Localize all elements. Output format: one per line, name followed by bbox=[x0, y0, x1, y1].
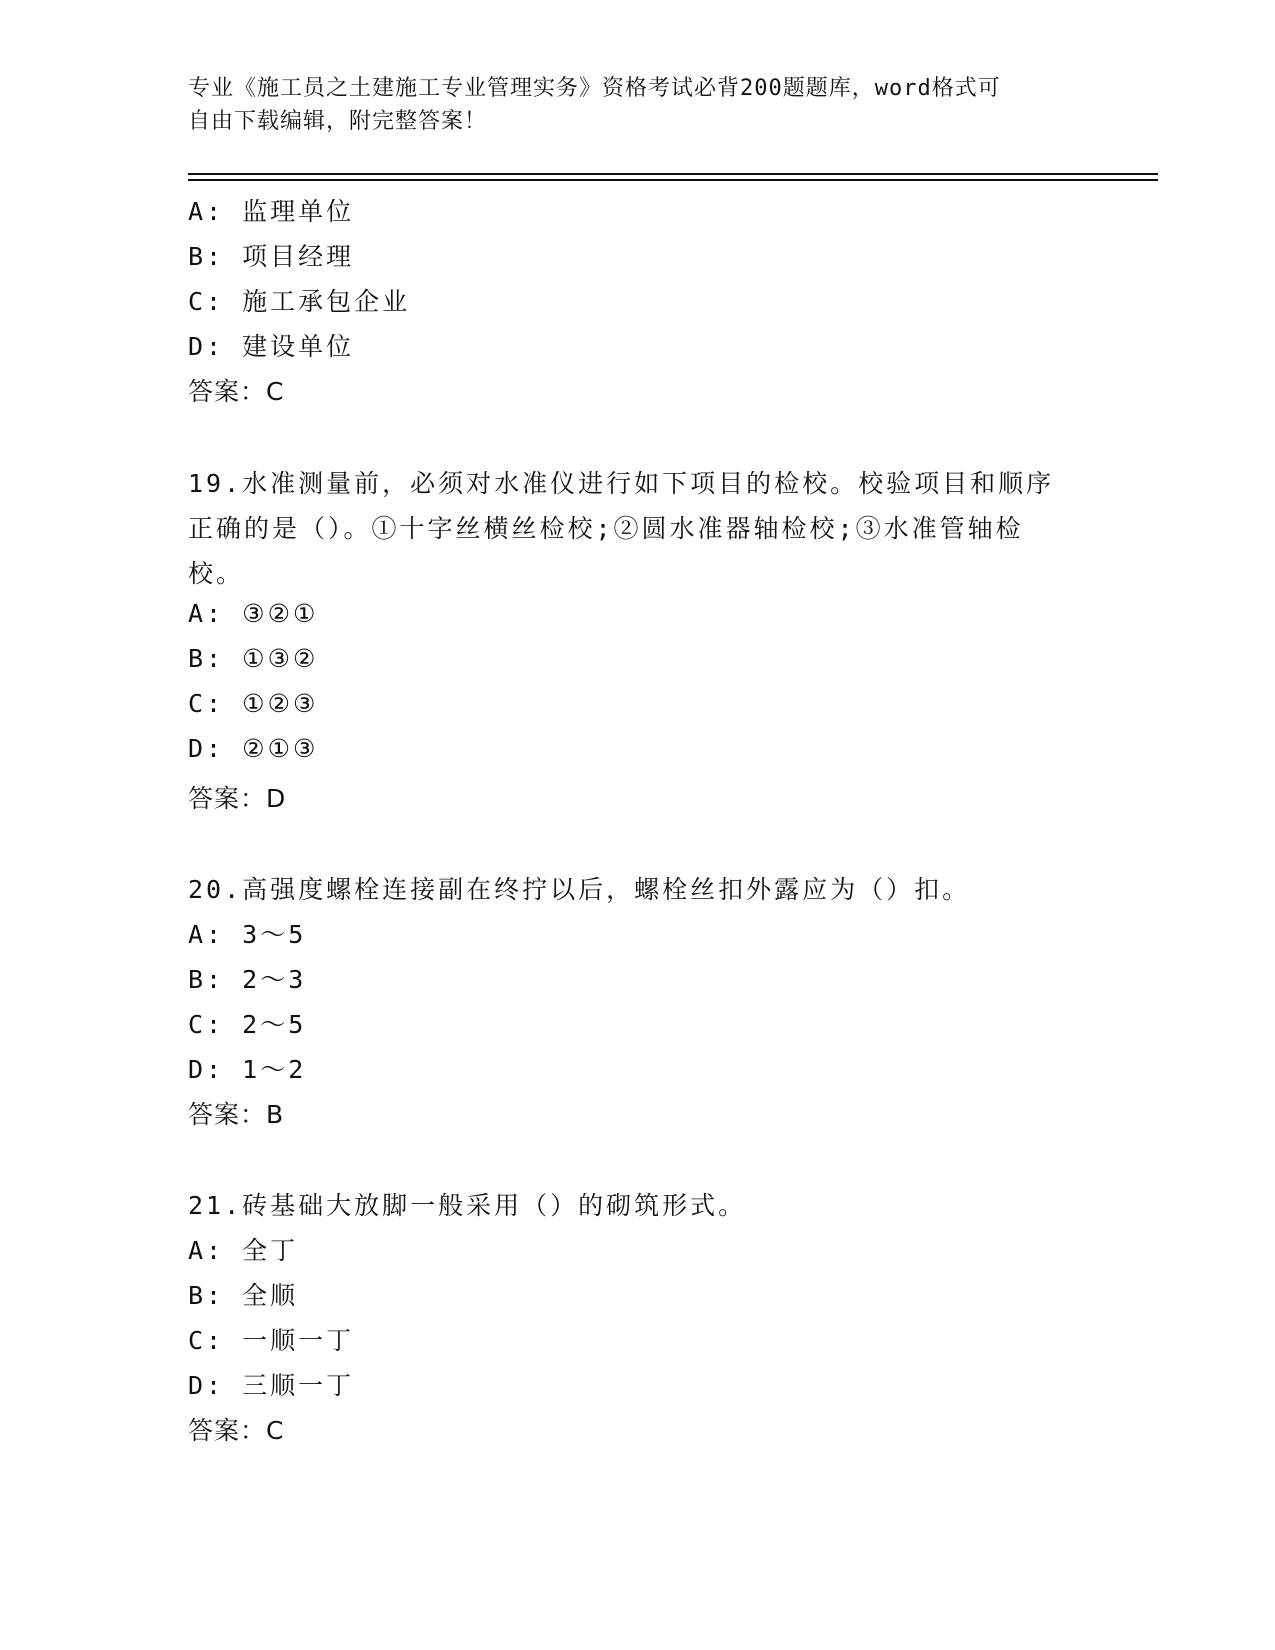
option-d: D: 1～2 bbox=[188, 1055, 307, 1084]
answer-line: 答案：B bbox=[188, 1100, 285, 1129]
question-stem: 21.砖基础大放脚一般采用（）的砌筑形式。 bbox=[188, 1191, 747, 1220]
option-c: C: 2～5 bbox=[188, 1010, 307, 1039]
answer-line: 答案：D bbox=[188, 784, 287, 813]
option-b: B: ①③② bbox=[188, 644, 319, 673]
answer-line: 答案：C bbox=[188, 377, 285, 406]
option-c: C: 施工承包企业 bbox=[188, 287, 411, 316]
option-c: C: ①②③ bbox=[188, 689, 319, 718]
header-line-2: 自由下载编辑，附完整答案！ bbox=[188, 109, 488, 134]
option-d: D: 三顺一丁 bbox=[188, 1371, 355, 1400]
option-d: D: 建设单位 bbox=[188, 332, 355, 361]
question-stem: 校。 bbox=[188, 559, 245, 588]
option-b: B: 2～3 bbox=[188, 965, 307, 994]
header-line-1: 专业《施工员之土建施工专业管理实务》资格考试必背200题题库，word格式可 bbox=[188, 76, 1001, 101]
option-b: B: 项目经理 bbox=[188, 242, 355, 271]
question-list bbox=[188, 0, 1088, 1650]
option-a: A: 全丁 bbox=[188, 1236, 299, 1265]
option-c: C: 一顺一丁 bbox=[188, 1326, 355, 1355]
option-a: A: ③②① bbox=[188, 599, 319, 628]
option-a: A: 3～5 bbox=[188, 920, 307, 949]
question-stem: 19.水准测量前，必须对水准仪进行如下项目的检校。校验项目和顺序 bbox=[188, 469, 1055, 498]
option-d: D: ②①③ bbox=[188, 734, 319, 763]
answer-line: 答案：C bbox=[188, 1416, 285, 1445]
question-stem: 正确的是（）。①十字丝横丝检校;②圆水准器轴检校;③水准管轴检 bbox=[188, 514, 1024, 543]
option-b: B: 全顺 bbox=[188, 1281, 299, 1310]
question-stem: 20.高强度螺栓连接副在终拧以后，螺栓丝扣外露应为（）扣。 bbox=[188, 875, 971, 904]
option-a: A: 监理单位 bbox=[188, 197, 355, 226]
